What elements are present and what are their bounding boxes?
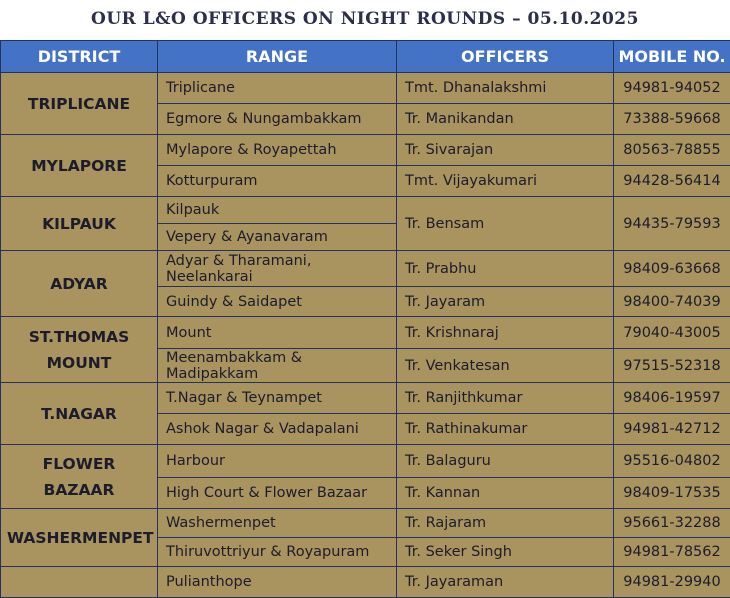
district-cell: TRIPLICANE xyxy=(1,73,158,135)
header-officers: OFFICERS xyxy=(397,41,614,73)
header-district: DISTRICT xyxy=(1,41,158,73)
mobile-cell: 94428-56414 xyxy=(614,166,730,197)
officer-cell: Tr. Jayaram xyxy=(397,287,614,317)
district-cell xyxy=(1,567,158,598)
range-cell: Mount xyxy=(158,317,397,349)
table-row xyxy=(1,73,730,104)
table-row xyxy=(1,567,730,598)
table-row xyxy=(1,135,730,166)
officer-cell: Tr. Jayaraman xyxy=(397,567,614,598)
range-cell: T.Nagar & Teynampet xyxy=(158,383,397,414)
range-cell: Guindy & Saidapet xyxy=(158,287,397,317)
header-mobile: MOBILE NO. xyxy=(614,41,730,73)
officers-table xyxy=(0,40,730,598)
mobile-cell: 94981-78562 xyxy=(614,538,730,567)
district-cell: ADYAR xyxy=(1,251,158,317)
mobile-cell: 98406-19597 xyxy=(614,383,730,414)
range-cell: Egmore & Nungambakkam xyxy=(158,104,397,135)
mobile-cell: 94981-29940 xyxy=(614,567,730,598)
table-row xyxy=(1,251,730,287)
officer-cell: Tr. Manikandan xyxy=(397,104,614,135)
officer-cell: Tr. Krishnaraj xyxy=(397,317,614,349)
officer-cell: Tr. Rajaram xyxy=(397,509,614,538)
district-cell: ST.THOMAS MOUNT xyxy=(1,317,158,383)
range-cell: Mylapore & Royapettah xyxy=(158,135,397,166)
range-cell: Kilpauk xyxy=(158,197,397,224)
officer-cell: Tmt. Vijayakumari xyxy=(397,166,614,197)
officer-cell: Tr. Rathinakumar xyxy=(397,414,614,445)
page-title: OUR L&O OFFICERS ON NIGHT ROUNDS – 05.10.2025 xyxy=(0,0,730,40)
mobile-cell: 97515-52318 xyxy=(614,349,730,383)
range-cell: Ashok Nagar & Vadapalani xyxy=(158,414,397,445)
mobile-cell: 79040-43005 xyxy=(614,317,730,349)
mobile-cell: 98400-74039 xyxy=(614,287,730,317)
officer-cell: Tr. Seker Singh xyxy=(397,538,614,567)
range-cell: Triplicane xyxy=(158,73,397,104)
range-cell: Thiruvottriyur & Royapuram xyxy=(158,538,397,567)
table-row xyxy=(1,317,730,349)
range-cell: Harbour xyxy=(158,445,397,478)
officer-cell: Tr. Venkatesan xyxy=(397,349,614,383)
table-header-row xyxy=(1,41,730,73)
mobile-cell: 94981-94052 xyxy=(614,73,730,104)
mobile-cell: 73388-59668 xyxy=(614,104,730,135)
officer-cell: Tr. Kannan xyxy=(397,478,614,509)
officer-cell: Tr. Ranjithkumar xyxy=(397,383,614,414)
range-cell: High Court & Flower Bazaar xyxy=(158,478,397,509)
officer-cell: Tr. Bensam xyxy=(397,197,614,251)
officer-cell: Tmt. Dhanalakshmi xyxy=(397,73,614,104)
header-range: RANGE xyxy=(158,41,397,73)
mobile-cell: 94981-42712 xyxy=(614,414,730,445)
table-row xyxy=(1,197,730,224)
range-cell: Washermenpet xyxy=(158,509,397,538)
range-cell: Pulianthope xyxy=(158,567,397,598)
mobile-cell: 98409-17535 xyxy=(614,478,730,509)
district-cell: FLOWER BAZAAR xyxy=(1,445,158,509)
range-cell: Kotturpuram xyxy=(158,166,397,197)
range-cell: Vepery & Ayanavaram xyxy=(158,224,397,251)
range-cell: Meenambakkam & Madipakkam xyxy=(158,349,397,383)
table-row xyxy=(1,383,730,414)
table-row xyxy=(1,509,730,538)
mobile-cell: 98409-63668 xyxy=(614,251,730,287)
table-row xyxy=(1,445,730,478)
officer-cell: Tr. Sivarajan xyxy=(397,135,614,166)
range-cell: Adyar & Tharamani, Neelankarai xyxy=(158,251,397,287)
mobile-cell: 95661-32288 xyxy=(614,509,730,538)
district-cell: T.NAGAR xyxy=(1,383,158,445)
mobile-cell: 95516-04802 xyxy=(614,445,730,478)
mobile-cell: 80563-78855 xyxy=(614,135,730,166)
mobile-cell: 94435-79593 xyxy=(614,197,730,251)
district-cell: KILPAUK xyxy=(1,197,158,251)
officer-cell: Tr. Balaguru xyxy=(397,445,614,478)
officer-cell: Tr. Prabhu xyxy=(397,251,614,287)
district-cell: WASHERMENPET xyxy=(1,509,158,567)
district-cell: MYLAPORE xyxy=(1,135,158,197)
